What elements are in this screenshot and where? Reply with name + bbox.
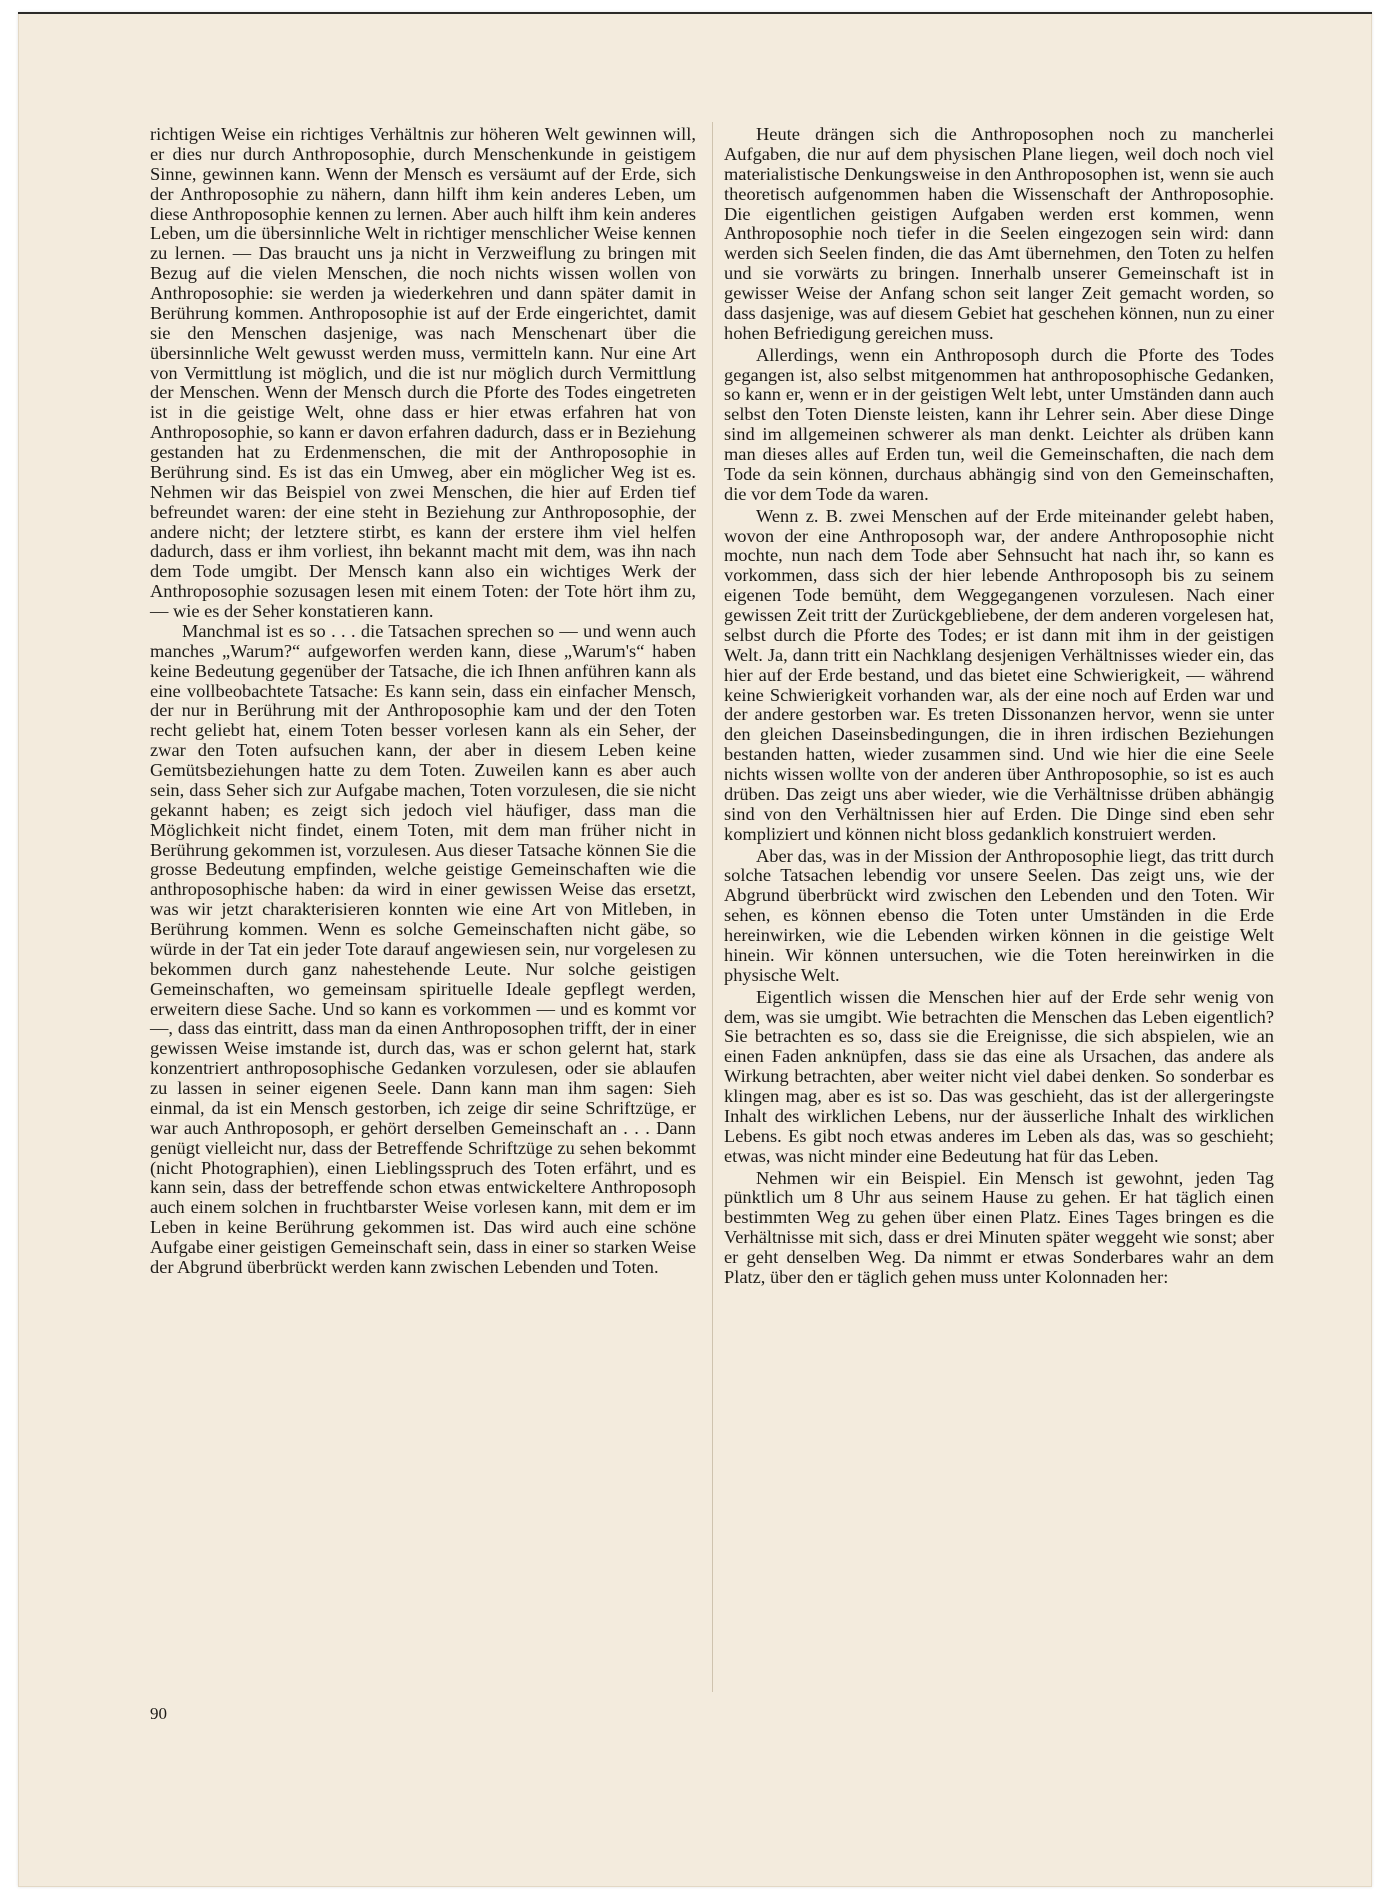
paragraph: Nehmen wir ein Beispiel. Ein Mensch ist gewohnt, jeden Tag pünktlich um 8 Uhr aus seinem Hause zu gehen. Er hat täglich einen bestimmten Weg zu gehen über einen Platz. Eines Tages bringen es die Verhältnisse mit sich, dass er drei Minuten später weggeht wie sonst; aber er geht denselben Weg. Da nimmt er etwas Sonderbares wahr an dem Platz, über den er täglich gehen muss unter Kolonnaden her: [724,1167,1274,1287]
paragraph: Manchmal ist es so . . . die Tatsachen sprechen so — und wenn auch manches „Warum?“ aufgeworfen werden kann, diese „Warum's“ haben keine Bedeutung gegenüber der Tatsache, die ich Ihnen anführen kann als eine vollbeobachtete Tatsache: Es kann sein, dass ein einfacher Mensch, der nur in Berührung mit der Anthroposophie kam und der den Toten recht geliebt hat, einem Toten besser vorlesen kann als ein Seher, der zwar den Toten aufsuchen kann, der aber in diesem Leben keine Gemütsbeziehungen hatte zu dem Toten. Zuweilen kann es aber auch sein, dass Seher sich zur Aufgabe machen, Toten vorzulesen, die sie nicht gekannt haben; es zeigt sich jedoch viel häufiger, dass man die Möglichkeit nicht findet, einem Toten, mit dem man früher nicht in Berührung gekommen ist, vorzulesen. Aus dieser Tatsache können Sie die grosse Bedeutung empfinden, welche geistige Gemeinschaften wie die anthroposophische haben: da wird in einer gewissen Weise das ersetzt, was wir jetzt charakterisieren konnten wie eine Art von Mitleben, in Berührung kommen. Wenn es solche Gemeinschaften nicht gäbe, so würde in der Tat ein jeder Tote darauf angewiesen sein, nur vorgelesen zu bekommen durch ganz nahestehende Leute. Nur solche geistigen Gemeinschaften, wo gemeinsam spirituelle Ideale gepflegt werden, erweitern diese Sache. Und so kann es vorkommen — und es kommt vor —, dass das eintritt, dass man da einen Anthroposophen trifft, der in einer gewissen Weise imstande ist, durch das, was er schon gelernt hat, stark konzentriert anthroposophische Gedanken vorzulesen, oder sie ablaufen zu lassen in seiner eigenen Seele. Dann kann man ihm sagen: Sieh einmal, da ist ein Mensch gestorben, ich zeige dir seine Schriftzüge, er war auch Anthroposoph, er gehört derselben Gemeinschaft an . . . Dann genügt vielleicht nur, dass der Betreffende Schriftzüge zu sehen bekommt (nicht Photographien), einen Lieblingsspruch des Toten erfährt, und es kann sein, dass der betreffende schon etwas entwickeltere Anthroposoph auch einem solchen in fruchtbarster Weise vorlesen kann, mit dem er im Leben in keine Berührung gekommen ist. Das wird auch eine schöne Aufgabe einer geistigen Gemeinschaft sein, dass in einer so starken Weise der Abgrund überbrückt werden kann zwischen Lebenden und Toten. [150,620,696,1277]
book-page [18,12,1372,1887]
paragraph: Allerdings, wenn ein Anthroposoph durch die Pforte des Todes gegangen ist, also selbst mitgenommen hat anthroposophische Gedanken, so kann er, wenn er in der geistigen Welt lebt, unter Umständen dann auch selbst den Toten Dienste leisten, kann ihr Lehrer sein. Aber diese Dinge sind im allgemeinen schwerer als man denkt. Leichter als drüben kann man dieses alles auf Erden tun, weil die Gemeinschaften, die nach dem Tode da sein können, durchaus abhängig sind von den Gemeinschaften, die vor dem Tode da waren. [724,344,1274,504]
page-number: 90 [150,1704,167,1723]
left-column [150,125,696,1278]
column-divider [712,122,713,1692]
paragraph: Aber das, was in der Mission der Anthroposophie liegt, das tritt durch solche Tatsachen lebendig vor unsere Seelen. Das zeigt uns, wie der Abgrund überbrückt wird zwischen den Lebenden und den Toten. Wir sehen, es können ebenso die Toten unter Umständen in die Erde hereinwirken, wie die Lebenden wirken können in die geistige Welt hinein. Wir können untersuchen, wie die Toten hereinwirken in die physische Welt. [724,845,1274,985]
paragraph: richtigen Weise ein richtiges Verhältnis zur höheren Welt gewinnen will, er dies nur durch Anthroposophie, durch Menschenkunde in geistigem Sinne, gewinnen kann. Wenn der Mensch es versäumt auf der Erde, sich der Anthroposophie zu nähern, dann hilft ihm kein anderes Leben, um diese Anthroposophie kennen zu lernen. Aber auch hilft ihm kein anderes Leben, um die übersinnliche Welt in richtiger menschlicher Weise kennen zu lernen. — Das braucht uns ja nicht in Verzweiflung zu bringen mit Bezug auf die vielen Menschen, die noch nichts wissen wollen von Anthroposophie: sie werden ja wiederkehren und dann später damit in Berührung kommen. Anthroposophie ist auf der Erde eingerichtet, damit sie den Menschen dasjenige, was nach Menschenart über die übersinnliche Welt gewusst werden muss, vermitteln kann. Nur eine Art von Vermittlung ist möglich, und die ist nur möglich durch Vermittlung der Menschen. Wenn der Mensch durch die Pforte des Todes eingetreten ist in die geistige Welt, ohne dass er hier etwas erfahren hat von Anthroposophie, so kann er davon erfahren dadurch, dass er in Beziehung gestanden hat zu Erdenmenschen, die mit der Anthroposophie in Berührung sind. Es ist das ein Umweg, aber ein möglicher Weg ist es. Nehmen wir das Beispiel von zwei Menschen, die hier auf Erden tief befreundet waren: der eine steht in Beziehung zur Anthroposophie, der andere nicht; der letztere stirbt, es kann der erstere ihm viel helfen dadurch, dass er ihm vorliest, ihn bekannt macht mit dem, was ihn nach dem Tode umgibt. Der Mensch kann also ein wichtiges Werk der Anthroposophie sozusagen lesen mit einem Toten: der Tote hört ihm zu, — wie es der Seher konstatieren kann. [150,124,696,621]
paragraph: Heute drängen sich die Anthroposophen noch zu mancherlei Aufgaben, die nur auf dem physischen Plane liegen, weil doch noch viel materialistische Denkungsweise in den Anthroposophen ist, wenn sie auch theoretisch aufgenommen haben die Wissenschaft der Anthroposophie. Die eigentlichen geistigen Aufgaben werden erst kommen, wenn Anthroposophie noch tiefer in die Seelen eingezogen sein wird: dann werden sich Seelen finden, die das Amt übernehmen, den Toten zu helfen und sie vorwärts zu bringen. Innerhalb unserer Gemeinschaft ist in gewisser Weise der Anfang schon seit langer Zeit gemacht worden, so dass dasjenige, was auf diesem Gebiet hat geschehen können, nun zu einer hohen Befriedigung gereichen muss. [724,124,1274,343]
paragraph: Eigentlich wissen die Menschen hier auf der Erde sehr wenig von dem, was sie umgibt. Wie betrachten die Menschen das Leben eigentlich? Sie betrachten es so, dass sie die Ereignisse, die sich abspielen, wie an einen Faden anknüpfen, dass sie das eine als Ursachen, das andere als Wirkung betrachten, aber weiter nicht viel dabei denken. So sonderbar es klingen mag, aber es ist so. Das was geschieht, das ist der allergeringste Inhalt des wirklichen Lebens, nur der äusserliche Inhalt des wirklichen Lebens. Es gibt noch etwas anderes im Leben als das, was so geschieht; etwas, was nicht minder eine Bedeutung hat für das Leben. [724,986,1274,1166]
top-rule [18,12,1372,14]
right-column [724,125,1274,1288]
paragraph: Wenn z. B. zwei Menschen auf der Erde miteinander gelebt haben, wovon der eine Anthroposoph war, der andere Anthroposophie nicht mochte, nun nach dem Tode aber Sehnsucht hat nach ihr, so kann es vorkommen, dass sich der hier lebende Anthroposoph bis zu seinem eigenen Tode bemüht, dem Weggegangenen vorzulesen. Nach einer gewissen Zeit tritt der Zurückgebliebene, der dem anderen vorgelesen hat, selbst durch die Pforte des Todes; er ist dann mit ihm in der geistigen Welt. Ja, dann tritt ein Nachklang desjenigen Verhältnisses wieder ein, das hier auf der Erde bestand, und das bietet eine Schwierigkeit, — während keine Schwierigkeit vorhanden war, als der eine noch auf Erden war und der andere gestorben war. Es treten Dissonanzen hervor, wenn sie unter den gleichen Daseinsbedingungen, die in ihren irdischen Beziehungen bestanden hatten, wieder zusammen sind. Und wie hier die eine Seele nichts wissen wollte von der anderen über Anthroposophie, so ist es auch drüben. Das zeigt uns aber wieder, wie die Verhältnisse drüben abhängig sind von den Verhältnissen hier auf Erden. Die Dinge sind eben sehr kompliziert und können nicht bloss gedanklich konstruiert werden. [724,505,1274,844]
